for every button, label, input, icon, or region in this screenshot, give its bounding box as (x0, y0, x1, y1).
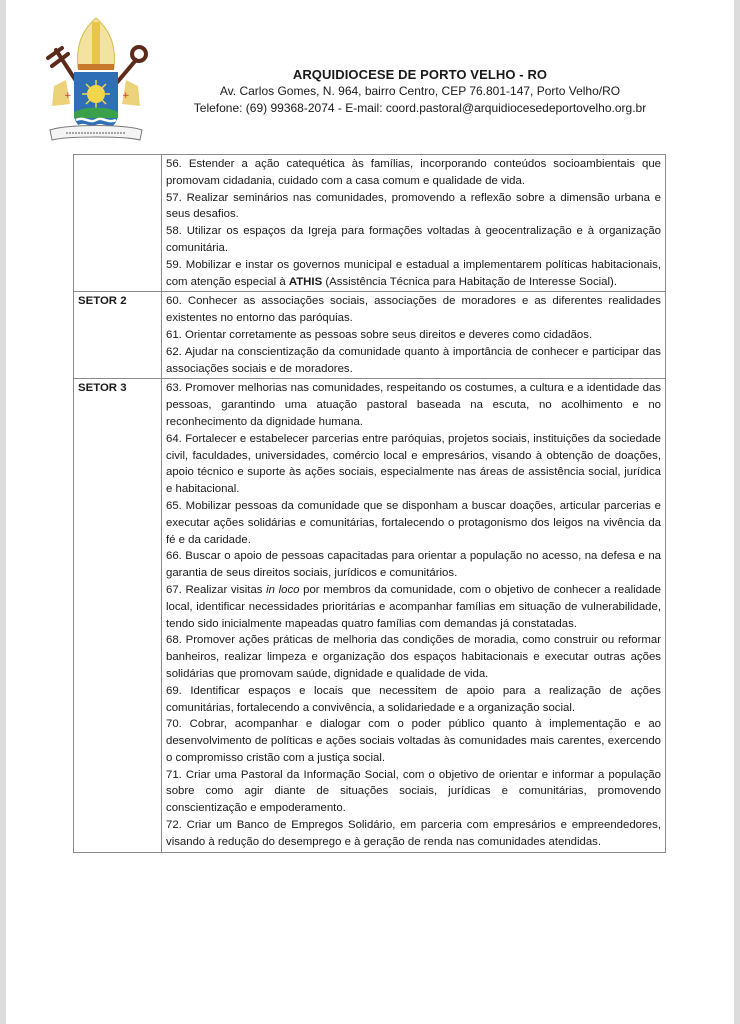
action-item (166, 683, 661, 717)
action-text: 63. Promover melhorias nas comunidades, respeitando os costumes, a cultura e a identidade das pessoas, garantindo uma atuação pastoral baseada na escuta, no acolhimento e no reconhecimento da dignidade humana. (166, 382, 661, 428)
svg-text:+: + (122, 91, 130, 101)
svg-text:+: + (64, 91, 72, 101)
action-plan-table (73, 154, 666, 853)
organization-contact: Telefone: (69) 99368-2074 - E-mail: coord.pastoral@arquidiocesedeportovelho.org.br (193, 101, 647, 115)
action-item (166, 257, 661, 291)
action-text: 62. Ajudar na conscientização da comunidade quanto à importância de conhecer e participar das associações sociais e de moradores. (166, 345, 661, 375)
action-text: 60. Conhecer as associações sociais, associações de moradores e as diferentes realidades existentes no entorno das paróquias. (166, 295, 661, 325)
action-item (166, 548, 661, 582)
letterhead (160, 66, 680, 117)
table-row (74, 155, 666, 292)
action-text: 70. Cobrar, acompanhar e dialogar com o poder público quanto à implementação e ao desenvolvimento de políticas e ações sociais voltadas às comunidades mais carentes, exercendo o compromisso cristão com a justiça social. (166, 718, 661, 764)
action-text: 67. Realizar visitas (166, 583, 267, 596)
sector-actions (162, 155, 666, 292)
action-text: 56. Estender a ação catequética às famílias, incorporando conteúdos socioambientais que promovam cidadania, cuidado com a casa comum e qualidade de vida. (166, 158, 661, 187)
action-item (166, 344, 661, 378)
action-item (166, 632, 661, 682)
action-text: 61. Orientar corretamente as pessoas sobre seus direitos e deveres como cidadãos. (166, 328, 593, 341)
action-item (166, 767, 661, 817)
table-row (74, 292, 666, 379)
action-text: 72. Criar um Banco de Empregos Solidário, em parceria com empresários e empreendedores, visando à redução do desemprego e à geração de renda nas comunidades atendidas. (166, 819, 661, 848)
action-text: 71. Criar uma Pastoral da Informação Social, com o objetivo de orientar e informar a população sobre como agir diante de situações sociais, jurídicas e comunitárias, promovendo conscientização e empoderamento. (166, 768, 661, 815)
action-item (166, 817, 661, 851)
action-text: 58. Utilizar os espaços da Igreja para formações voltadas à geocentralização e à organização comunitária. (166, 225, 661, 254)
action-item (166, 582, 661, 632)
page-edge-left (0, 0, 6, 1024)
action-text: 64. Fortalecer e estabelecer parcerias entre paróquias, projetos sociais, instituições da sociedade civil, faculdades, universidades, comércio local e empresários, visando à obtenção de doações, apoio técnico e suporte às ações sociais, especialmente nas áreas de assistência social, jurídica e habitacional. (166, 432, 661, 496)
action-text: 59. Mobilizar e instar os governos municipal e estadual a implementarem políticas habitacionais, com atenção especial à (166, 258, 661, 288)
action-item (166, 380, 661, 430)
action-text: 65. Mobilizar pessoas da comunidade que se disponham a buscar doações, articular parcerias e executar ações solidárias e comunitárias, fortalecendo o protagonismo dos leigos na vivência da fé e da caridade. (166, 499, 661, 546)
action-text: 57. Realizar seminários nas comunidades, promovendo a reflexão sobre a dimensão urbana e seus desafios. (166, 191, 661, 221)
action-item (166, 293, 661, 327)
action-item (166, 223, 661, 257)
action-item (166, 431, 661, 498)
action-italic: in loco (266, 583, 300, 596)
organization-title: ARQUIDIOCESE DE PORTO VELHO - RO (292, 67, 548, 82)
archdiocese-coat-of-arms-icon (36, 14, 156, 146)
action-text-continued: (Assistência Técnica para Habitação de Interesse Social). (322, 275, 617, 288)
sector-actions (162, 379, 666, 852)
sector-label: SETOR 3 (74, 379, 162, 852)
sector-label (74, 155, 162, 292)
sector-label: SETOR 2 (74, 292, 162, 379)
table-row (74, 379, 666, 852)
action-text: 66. Buscar o apoio de pessoas capacitadas para orientar a população no acesso, na defesa e na garantia de seus direitos sociais, jurídicos e comunitários. (166, 550, 661, 580)
action-item (166, 327, 661, 344)
action-item (166, 156, 661, 190)
action-item (166, 716, 661, 766)
page-edge-right (734, 0, 740, 1024)
action-emphasis: ATHIS (288, 275, 323, 288)
action-text: 69. Identificar espaços e locais que necessitem de apoio para a realização de ações comunitárias, fortalecendo a convivência, a solidariedade e a organização social. (166, 684, 661, 714)
action-text-continued: por membros da comunidade, com o objetivo de conhecer a realidade local, identificar necessidades prioritárias e acompanhar famílias em situação de vulnerabilidade, tendo sido inicialmente mapeadas quatro famílias com demandas já constatadas. (166, 583, 661, 630)
action-item (166, 190, 661, 224)
action-text: 68. Promover ações práticas de melhoria das condições de moradia, como construir ou reformar banheiros, realizar limpeza e organização dos espaços habitacionais e executar outras ações solidárias que promovam saúde, dignidade e qualidade de vida. (166, 634, 661, 680)
action-item (166, 498, 661, 548)
organization-address: Av. Carlos Gomes, N. 964, bairro Centro, CEP 76.801-147, Porto Velho/RO (219, 84, 621, 98)
sector-actions (162, 292, 666, 379)
